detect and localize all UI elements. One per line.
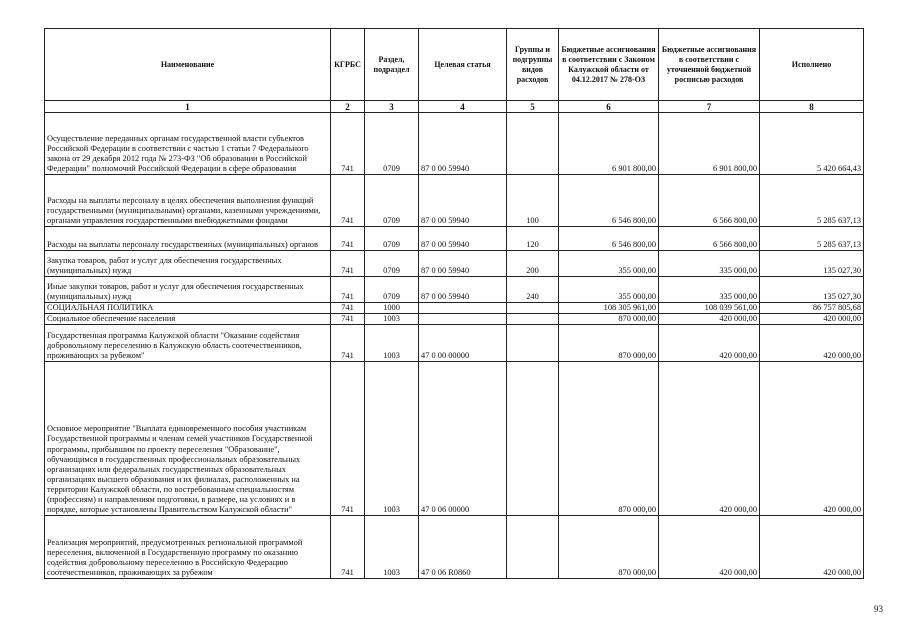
- row-name: Осуществление переданных органам государственной власти субъектов Российской Федерации в соответствии с частью 1 статьи 7 Федерального закона от 29 декабря 2012 года № 273-ФЗ "Об образовании в Российской Федерации" полномочий Российской Федерации в сфере образования: [45, 113, 331, 175]
- table-row: [45, 277, 864, 303]
- row-law: 870 000,00: [559, 314, 659, 325]
- row-razdel: 0709: [365, 113, 419, 175]
- row-name: Расходы на выплаты персоналу в целях обеспечения выполнения функций государственными (муниципальными) органами, казенными учреждениями, органами управления государственными внебюджетными фондами: [45, 175, 331, 227]
- row-kgrbs: 741: [331, 277, 365, 303]
- col-num-3: 3: [365, 101, 419, 113]
- row-revised: 6 566 800,00: [659, 227, 760, 251]
- row-executed: 86 757 805,68: [760, 303, 864, 314]
- row-revised: 420 000,00: [659, 325, 760, 362]
- row-group: [507, 314, 559, 325]
- row-executed: 5 285 637,13: [760, 227, 864, 251]
- row-group: [507, 516, 559, 579]
- row-name: Государственная программа Калужской области "Оказание содействия добровольному переселению в Калужскую область соотечественников, проживающих за рубежом": [45, 325, 331, 362]
- header-razdel: Раздел, подраздел: [365, 29, 419, 101]
- row-revised: 6 901 800,00: [659, 113, 760, 175]
- row-revised: 420 000,00: [659, 314, 760, 325]
- row-law: 6 901 800,00: [559, 113, 659, 175]
- row-target: 87 0 00 59940: [419, 175, 507, 227]
- row-razdel: 0709: [365, 227, 419, 251]
- col-num-1: 1: [45, 101, 331, 113]
- row-group: 200: [507, 251, 559, 277]
- row-revised: 420 000,00: [659, 516, 760, 579]
- page-number: 93: [874, 604, 883, 614]
- header-revised: Бюджетные ассигнования в соответствии с уточненной бюджетной росписью расходов: [659, 29, 760, 101]
- table-row: [45, 303, 864, 314]
- header-law: Бюджетные ассигнования в соответствии с Законом Калужской области от 04.12.2017 № 278-ОЗ: [559, 29, 659, 101]
- row-law: 6 546 800,00: [559, 175, 659, 227]
- row-executed: 420 000,00: [760, 516, 864, 579]
- row-name: Реализация мероприятий, предусмотренных региональной программой переселения, включенной в Государственную программу по оказанию содействия добровольному переселению в Российскую Федерацию соотечественников, проживающих за рубежом: [45, 516, 331, 579]
- row-target: 47 0 06 00000: [419, 362, 507, 516]
- row-revised: 6 566 800,00: [659, 175, 760, 227]
- table-row: [45, 362, 864, 516]
- col-num-6: 6: [559, 101, 659, 113]
- col-num-4: 4: [419, 101, 507, 113]
- column-numbers-row: [45, 101, 864, 113]
- col-num-2: 2: [331, 101, 365, 113]
- row-executed: 420 000,00: [760, 314, 864, 325]
- row-law: 870 000,00: [559, 516, 659, 579]
- row-kgrbs: 741: [331, 251, 365, 277]
- row-name: Основное мероприятие "Выплата единовременного пособия участникам Государственной программы и членам семей участников Государственной программы, прибывшим по проекту переселения "Образование", обучающимся в государственных профессиональных образовательных организациях или федеральных государственных образовательных организациях высшего образования и их филиалах, расположенных на территории Калужской области, по востребованным специальностям (профессиям) и направлениям подготовки, в размере, на условиях и в порядке, которые установлены Правительством Калужской области": [45, 362, 331, 516]
- row-target: 87 0 00 59940: [419, 251, 507, 277]
- table-row: [45, 175, 864, 227]
- row-executed: 5 420 664,43: [760, 113, 864, 175]
- row-group: 120: [507, 227, 559, 251]
- row-razdel: 0709: [365, 175, 419, 227]
- row-razdel: 1003: [365, 325, 419, 362]
- table-row: [45, 516, 864, 579]
- table-row: [45, 227, 864, 251]
- row-razdel: 0709: [365, 277, 419, 303]
- row-group: [507, 113, 559, 175]
- row-kgrbs: 741: [331, 362, 365, 516]
- col-num-5: 5: [507, 101, 559, 113]
- row-kgrbs: 741: [331, 314, 365, 325]
- budget-table: [44, 28, 864, 579]
- row-group: [507, 303, 559, 314]
- table-row: [45, 325, 864, 362]
- row-executed: 135 027,30: [760, 251, 864, 277]
- row-revised: 335 000,00: [659, 277, 760, 303]
- row-kgrbs: 741: [331, 325, 365, 362]
- row-law: 6 546 800,00: [559, 227, 659, 251]
- row-name: Социальное обеспечение населения: [45, 314, 331, 325]
- header-target: Целевая статья: [419, 29, 507, 101]
- row-name: СОЦИАЛЬНАЯ ПОЛИТИКА: [45, 303, 331, 314]
- row-executed: 5 285 637,13: [760, 175, 864, 227]
- row-executed: 135 027,30: [760, 277, 864, 303]
- row-law: 108 305 961,00: [559, 303, 659, 314]
- row-name: Закупка товаров, работ и услуг для обеспечения государственных (муниципальных) нужд: [45, 251, 331, 277]
- header-executed: Исполнено: [760, 29, 864, 101]
- row-target: [419, 303, 507, 314]
- row-razdel: 1003: [365, 516, 419, 579]
- row-group: [507, 325, 559, 362]
- row-law: 870 000,00: [559, 362, 659, 516]
- row-razdel: 1000: [365, 303, 419, 314]
- header-name: Наименование: [45, 29, 331, 101]
- row-kgrbs: 741: [331, 303, 365, 314]
- row-revised: 420 000,00: [659, 362, 760, 516]
- table-row: [45, 314, 864, 325]
- row-law: 870 000,00: [559, 325, 659, 362]
- row-revised: 335 000,00: [659, 251, 760, 277]
- row-executed: 420 000,00: [760, 362, 864, 516]
- header-groups: Группы и подгруппы видов расходов: [507, 29, 559, 101]
- row-executed: 420 000,00: [760, 325, 864, 362]
- header-kgrbs: КГРБС: [331, 29, 365, 101]
- row-name: Расходы на выплаты персоналу государственных (муниципальных) органов: [45, 227, 331, 251]
- row-revised: 108 039 561,00: [659, 303, 760, 314]
- row-kgrbs: 741: [331, 113, 365, 175]
- table-row: [45, 251, 864, 277]
- row-kgrbs: 741: [331, 227, 365, 251]
- row-kgrbs: 741: [331, 516, 365, 579]
- col-num-8: 8: [760, 101, 864, 113]
- row-razdel: 1003: [365, 362, 419, 516]
- row-group: 240: [507, 277, 559, 303]
- row-target: [419, 314, 507, 325]
- row-razdel: 0709: [365, 251, 419, 277]
- row-target: 87 0 00 59940: [419, 227, 507, 251]
- row-razdel: 1003: [365, 314, 419, 325]
- row-group: 100: [507, 175, 559, 227]
- row-group: [507, 362, 559, 516]
- col-num-7: 7: [659, 101, 760, 113]
- row-law: 355 000,00: [559, 277, 659, 303]
- row-kgrbs: 741: [331, 175, 365, 227]
- row-name: Иные закупки товаров, работ и услуг для обеспечения государственных (муниципальных) нужд: [45, 277, 331, 303]
- row-target: 47 0 06 R0860: [419, 516, 507, 579]
- row-target: 87 0 00 59940: [419, 113, 507, 175]
- row-law: 355 000,00: [559, 251, 659, 277]
- row-target: 47 0 00 00000: [419, 325, 507, 362]
- table-row: [45, 113, 864, 175]
- row-target: 87 0 00 59940: [419, 277, 507, 303]
- table-header: [45, 29, 864, 113]
